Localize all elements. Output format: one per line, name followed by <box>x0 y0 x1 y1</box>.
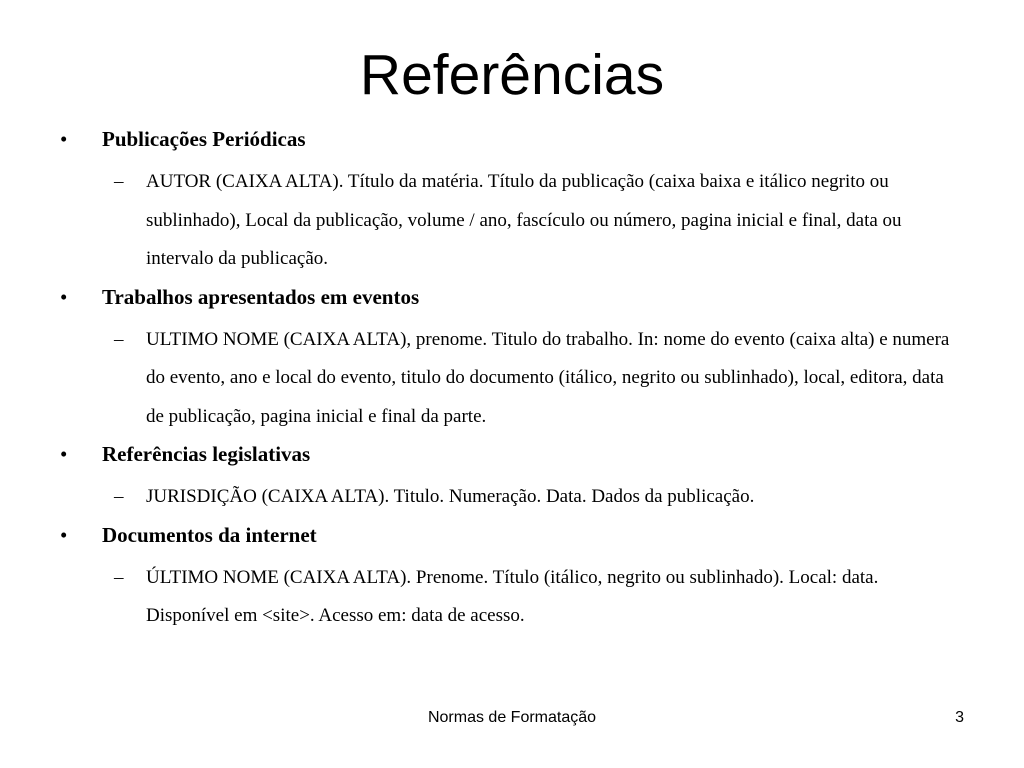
bullet-heading: Trabalhos apresentados em eventos <box>102 284 420 309</box>
bullet-item <box>60 517 960 553</box>
bullet-heading: Documentos da internet <box>102 522 317 547</box>
sub-item-text: JURISDIÇÃO (CAIXA ALTA). Titulo. Numeração. Data. Dados da publicação. <box>146 486 755 507</box>
footer-title: Normas de Formatação <box>427 709 597 726</box>
sub-item <box>60 559 960 636</box>
section-documentos-internet <box>60 517 960 636</box>
sub-item <box>60 163 960 279</box>
section-referencias-legislativas <box>60 436 960 517</box>
dash-mark: – <box>114 328 124 350</box>
bullet-mark: • <box>60 127 68 151</box>
section-publicacoes-periodicas <box>60 121 960 279</box>
bullet-mark: • <box>60 442 68 466</box>
dash-mark: – <box>114 566 124 588</box>
sub-item <box>60 478 960 517</box>
bullet-item <box>60 121 960 157</box>
bullet-mark: • <box>60 284 68 309</box>
dash-mark: – <box>114 171 124 192</box>
bullet-item <box>60 436 960 472</box>
sub-item <box>60 321 960 437</box>
dash-mark: – <box>114 486 124 507</box>
slide-title: Referências <box>359 43 665 107</box>
bullet-item <box>60 279 960 315</box>
section-trabalhos-eventos <box>60 279 960 437</box>
sub-item-text: ÚLTIMO NOME (CAIXA ALTA). Prenome. Título (itálico, negrito ou sublinhado). Local: data. Disponível em <site>. Acesso em: data de acesso. <box>146 566 879 626</box>
bullet-mark: • <box>60 522 68 547</box>
bullet-heading: Publicações Periódicas <box>102 127 306 151</box>
bullet-heading: Referências legislativas <box>102 442 311 466</box>
page-number: 3 <box>955 709 964 726</box>
sub-item-text: ULTIMO NOME (CAIXA ALTA), prenome. Titulo do trabalho. In: nome do evento (caixa alta) e numera do evento, ano e local do evento, titulo do documento (itálico, negrito ou sublinhado), local, editora, data de publicação, pagina inicial e final da parte. <box>146 328 950 427</box>
sub-item-text: AUTOR (CAIXA ALTA). Título da matéria. Título da publicação (caixa baixa e itálico negrito ou sublinhado), Local da publicação, volume / ano, fascículo ou número, pagina inicial e final, data ou intervalo da publicação. <box>146 171 902 269</box>
slide-content <box>60 121 960 636</box>
